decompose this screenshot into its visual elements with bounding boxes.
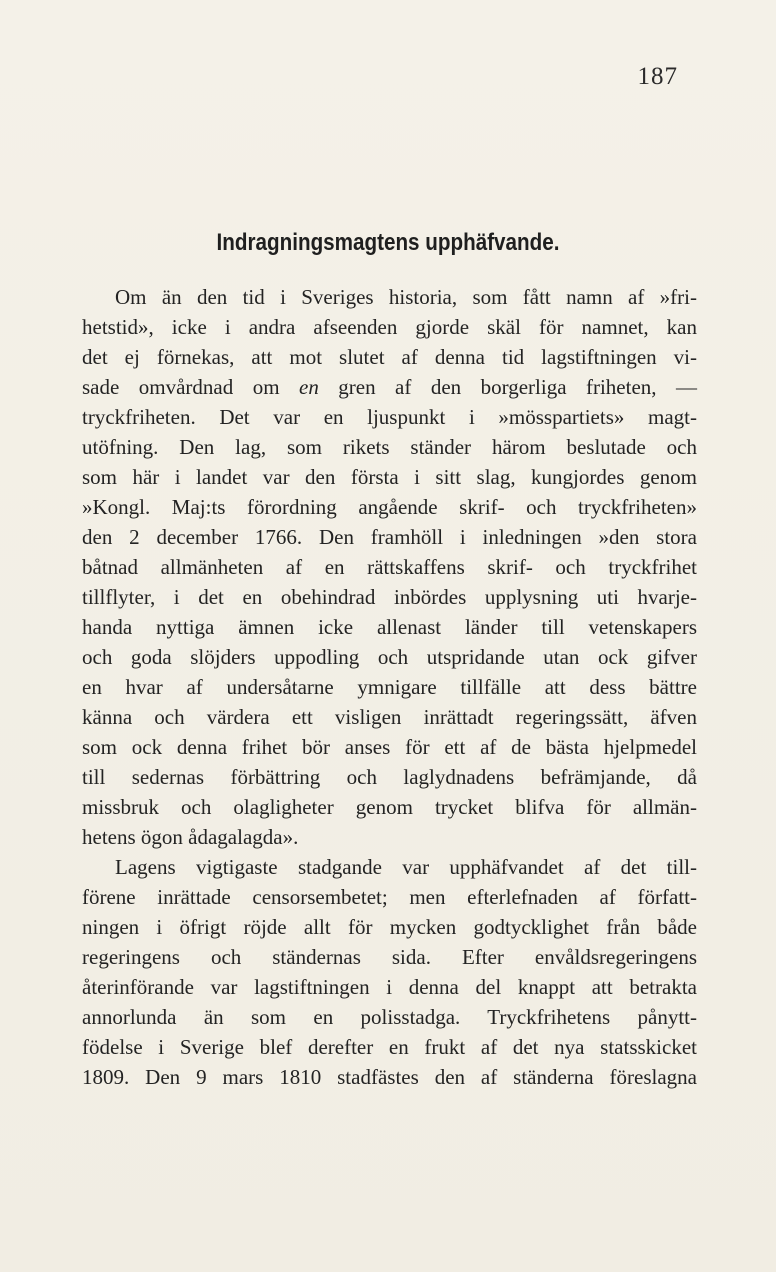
- text-line: missbruk och olagligheter genom trycket blifva för allmän-: [82, 795, 697, 819]
- page-number: 187: [637, 63, 678, 90]
- text-line: som här i landet var den första i sitt slag, kungjordes genom: [82, 465, 697, 489]
- text-line: en hvar af undersåtarne ymnigare tillfälle att dess bättre: [82, 675, 697, 699]
- text-line: Lagens vigtigaste stadgande var upphäfvandet af det till-: [115, 855, 697, 879]
- text-line: tryckfriheten. Det var en ljuspunkt i »mösspartiets» magt-: [82, 405, 697, 429]
- text-line: som ock denna frihet bör anses för ett af de bästa hjelpmedel: [82, 735, 697, 759]
- text-line: hetstid», icke i andra afseenden gjorde skäl för namnet, kan: [82, 315, 697, 339]
- text-line: Om än den tid i Sveriges historia, som fått namn af »fri-: [115, 285, 697, 309]
- text-line: den 2 december 1766. Den framhöll i inledningen »den stora: [82, 525, 697, 549]
- text-line: förene inrättade censorsembetet; men efterlefnaden af författ-: [82, 885, 697, 909]
- text-line: till sedernas förbättring och laglydnadens befrämjande, då: [82, 765, 697, 789]
- text-line: känna och värdera ett visligen inrättadt regeringssätt, äfven: [82, 705, 697, 729]
- text-line: ningen i öfrigt röjde allt för mycken godtycklighet från både: [82, 915, 697, 939]
- italic-word: en: [299, 375, 319, 399]
- text-line: [82, 372, 697, 402]
- text-line: båtnad allmänheten af en rättskaffens skrif- och tryckfrihet: [82, 555, 697, 579]
- text-line: handa nyttiga ämnen icke allenast länder till vetenskapers: [82, 615, 697, 639]
- text-line: 1809. Den 9 mars 1810 stadfästes den af ständerna föreslagna: [82, 1065, 697, 1089]
- text-line: det ej förnekas, att mot slutet af denna tid lagstiftningen vi-: [82, 345, 697, 369]
- text-line: »Kongl. Maj:ts förordning angående skrif- och tryckfriheten»: [82, 495, 697, 519]
- line-segment: sade omvårdnad om: [82, 375, 299, 399]
- text-line: tillflyter, i det en obehindrad inbördes upplysning uti hvarje-: [82, 585, 697, 609]
- section-title: Indragningsmagtens upphäfvande.: [216, 229, 560, 256]
- body-text: [82, 282, 697, 1092]
- text-line: hetens ögon ådagalagda».: [82, 825, 299, 849]
- text-line: annorlunda än som en polisstadga. Tryckfrihetens pånytt-: [82, 1005, 697, 1029]
- text-line: regeringens och ständernas sida. Efter envåldsregeringens: [82, 945, 697, 969]
- text-line: återinförande var lagstiftningen i denna del knappt att betrakta: [82, 975, 697, 999]
- text-line: och goda slöjders uppodling och utspridande utan ock gifver: [82, 645, 697, 669]
- text-line: födelse i Sverige blef derefter en frukt af det nya statsskicket: [82, 1035, 697, 1059]
- line-segment: gren af den borgerliga friheten, —: [318, 375, 697, 399]
- text-line: utöfning. Den lag, som rikets ständer härom beslutade och: [82, 435, 697, 459]
